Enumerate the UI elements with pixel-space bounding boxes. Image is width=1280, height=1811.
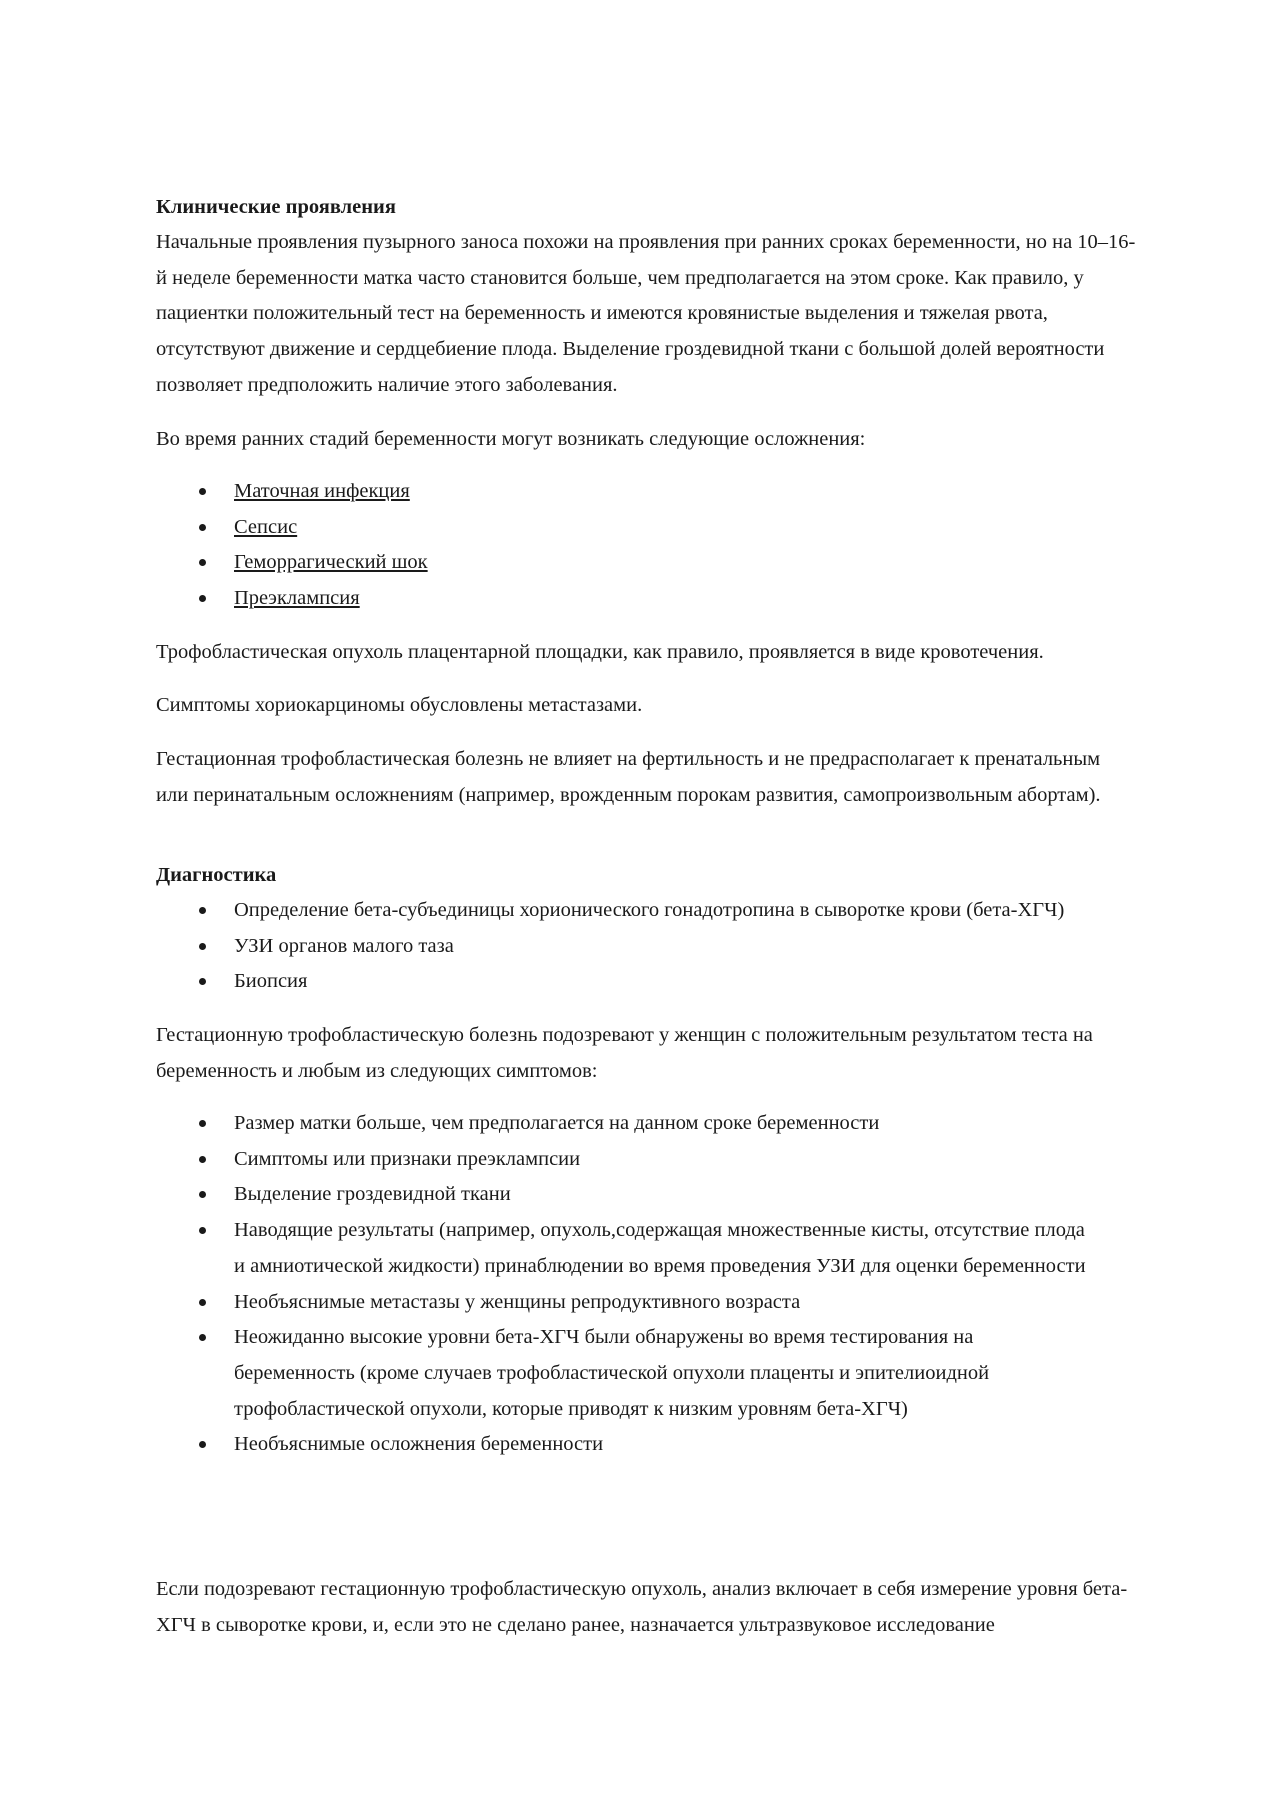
list-item: УЗИ органов малого таза <box>156 929 1136 965</box>
section-heading-clinical: Клинические проявления <box>156 196 396 218</box>
link-uterine-infection[interactable]: Маточная инфекция <box>234 480 410 502</box>
link-hemorrhagic-shock[interactable]: Геморрагический шок <box>234 551 428 574</box>
paragraph: Гестационная трофобластическая болезнь не влияет на фертильность и не предрасполагает к пренатальным или перинатальным осложнениям (например, врожденным порокам развития, самопроизвольным абортам). <box>156 748 1101 806</box>
list-item: Выделение гроздевидной ткани <box>156 1177 1096 1213</box>
link-sepsis[interactable]: Сепсис <box>234 515 298 538</box>
diagnostic-methods-list <box>156 893 1136 1000</box>
list-item[interactable] <box>156 581 1136 617</box>
list-item[interactable] <box>156 474 1136 510</box>
list-item: Размер матки больше, чем предполагается на данном сроке беременности <box>156 1106 1096 1142</box>
paragraph: Трофобластическая опухоль плацентарной площадки, как правило, проявляется в виде кровотечения. <box>156 641 1044 663</box>
list-item: Симптомы или признаки преэклампсии <box>156 1142 1096 1178</box>
complications-list <box>156 474 1136 617</box>
link-preeclampsia[interactable]: Преэклампсия <box>234 587 360 610</box>
list-item: Неожиданно высокие уровни бета-ХГЧ были обнаружены во время тестирования на беременность (кроме случаев трофобластической опухоли плаценты и эпителиоидной трофобластической опухоли, которые приводят к низким уровням бета-ХГЧ) <box>156 1320 1096 1427</box>
paragraph: Начальные проявления пузырного заноса похожи на проявления при ранних сроках беременности, но на 10–16-й неделе беременности матка часто становится больше, чем предполагается на этом сроке. Как правило, у пациентки положительный тест на беременность и имеются кровянистые выделения и тяжелая рвота, отсутствуют движение и сердцебиение плода. Выделение гроздевидной ткани с большой долей вероятности позволяет предположить наличие этого заболевания. <box>156 231 1136 396</box>
paragraph: Во время ранних стадий беременности могут возникать следующие осложнения: <box>156 428 866 450</box>
list-item: Необъяснимые метастазы у женщины репродуктивного возраста <box>156 1285 1096 1321</box>
list-item: Биопсия <box>156 964 1136 1000</box>
list-item[interactable] <box>156 510 1136 546</box>
list-item: Необъяснимые осложнения беременности <box>156 1427 1096 1463</box>
paragraph: Гестационную трофобластическую болезнь подозревают у женщин с положительным результатом теста на беременность и любым из следующих симптомов: <box>156 1024 1093 1082</box>
paragraph: Если подозревают гестационную трофобластическую опухоль, анализ включает в себя измерение уровня бета-ХГЧ в сыворотке крови, и, если это не сделано ранее, назначается ультразвуковое исследование <box>156 1578 1128 1636</box>
symptoms-list <box>156 1106 1096 1463</box>
list-item[interactable] <box>156 545 1136 581</box>
list-item: Определение бета-субъединицы хорионического гонадотропина в сыворотке крови (бета-ХГЧ) <box>156 893 1136 929</box>
list-item: Наводящие результаты (например, опухоль,содержащая множественные кисты, отсутствие плода и амниотической жидкости) принаблюдении во время проведения УЗИ для оценки беременности <box>156 1213 1096 1284</box>
paragraph: Симптомы хориокарциномы обусловлены метастазами. <box>156 694 643 716</box>
section-heading-diagnostics: Диагностика <box>156 864 277 886</box>
